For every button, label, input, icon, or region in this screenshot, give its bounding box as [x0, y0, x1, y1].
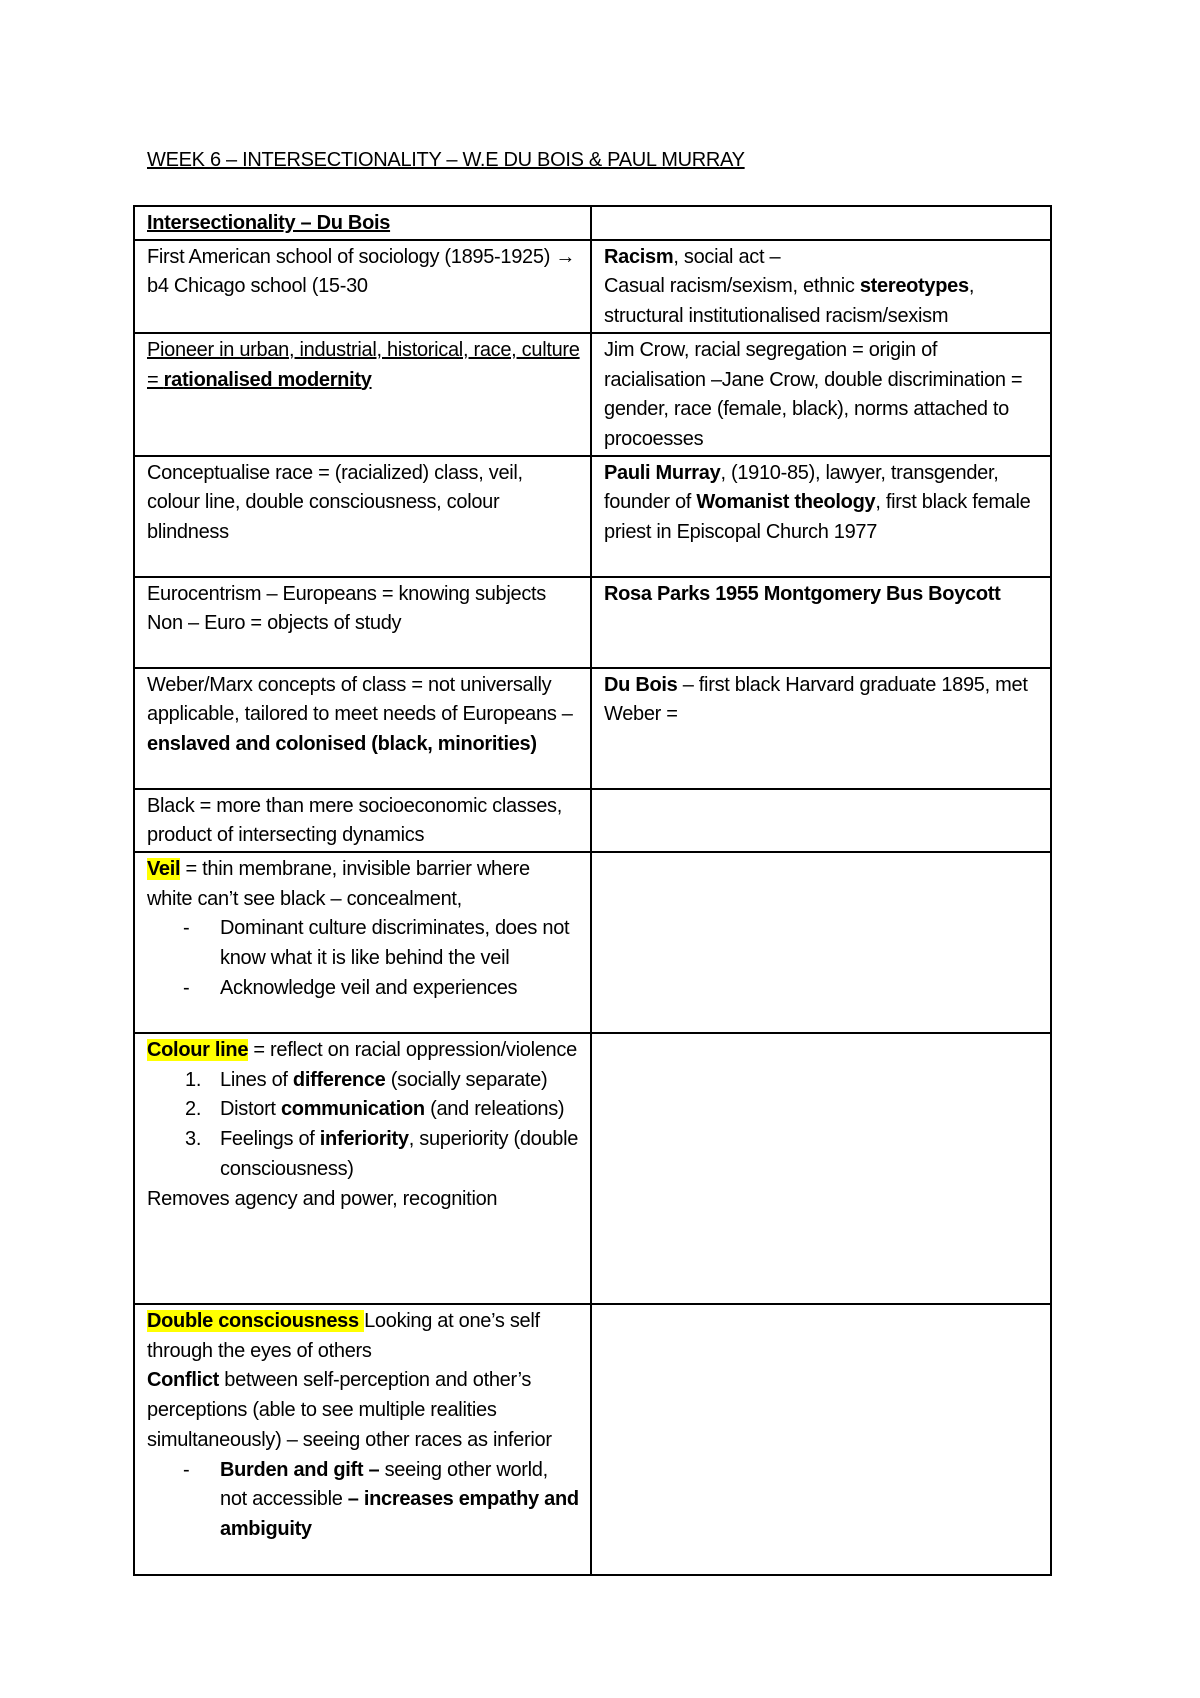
- table-cell-left: [134, 206, 591, 240]
- list-item-text: seeing other world, not accessible: [220, 1458, 548, 1511]
- table-cell-right: [591, 1304, 1051, 1575]
- table-cell-right: [591, 668, 1051, 789]
- list-item-text: , superiority (double consciousness): [220, 1128, 579, 1180]
- bold-term: Rosa Parks 1955 Montgomery Bus Boycott: [604, 582, 1001, 605]
- list-item-text: Lines of: [220, 1068, 293, 1091]
- table-row: [134, 456, 1051, 577]
- cell-text: Removes agency and power, recognition: [147, 1187, 498, 1210]
- cell-text: ,: [968, 275, 975, 298]
- cell-text: First American school of sociology (1895-1925): [147, 245, 556, 268]
- list-item-text: Distort: [220, 1098, 281, 1121]
- table-cell-left: [134, 668, 591, 789]
- table-cell-left: [134, 456, 591, 577]
- highlighted-term: Veil: [147, 858, 181, 881]
- table-cell-right: [591, 789, 1051, 852]
- bold-term: Womanist theology: [696, 491, 876, 514]
- list-number: 2.: [185, 1098, 202, 1121]
- list-item: [147, 974, 580, 1004]
- highlighted-term: Double consciousness: [147, 1310, 365, 1333]
- table-row: [134, 668, 1051, 789]
- right-arrow-icon: →: [555, 245, 576, 268]
- list-number: 3.: [185, 1128, 202, 1151]
- list-item: [147, 1456, 580, 1545]
- cell-text: structural institutionalised racism/sexism: [604, 305, 949, 328]
- table-cell-right: [591, 1033, 1051, 1304]
- cell-text: , first black female priest in Episcopal Church 1977: [604, 491, 1031, 544]
- cell-text: – first black Harvard graduate 1895, met Weber =: [604, 673, 1028, 726]
- underlined-text: Pioneer in urban, industrial, historical, race, culture =: [147, 338, 580, 391]
- bold-term: inferiority: [319, 1128, 409, 1151]
- bold-term: Burden and gift –: [220, 1458, 380, 1481]
- table-cell-right: [591, 206, 1051, 240]
- table-cell-right: [591, 852, 1051, 1033]
- cell-text: between self-perception and other’s perceptions (able to see multiple realities simultaneously) – seeing other races as inferior: [147, 1369, 552, 1451]
- cell-text: Weber/Marx concepts of class = not universally applicable, tailored to meet needs of Europeans –: [147, 673, 573, 726]
- cell-text: Black = more than mere socioeconomic classes, product of intersecting dynamics: [147, 794, 563, 847]
- table-cell-left: [134, 1033, 591, 1304]
- list-item: [147, 1125, 580, 1184]
- table-cell-left: [134, 240, 591, 333]
- table-row: [134, 577, 1051, 668]
- numbered-list: [147, 1066, 580, 1185]
- bold-term: Du Bois: [604, 673, 678, 696]
- bold-term: stereotypes: [859, 275, 969, 298]
- table-cell-left: [134, 577, 591, 668]
- cell-text: = thin membrane, invisible barrier where white can’t see black – concealment,: [147, 858, 530, 910]
- table-row: [134, 240, 1051, 333]
- cell-text: Looking at one’s self through the eyes of others: [147, 1310, 540, 1362]
- dash-bullet-icon: -: [183, 976, 190, 999]
- bold-term: – increases empathy and ambiguity: [220, 1488, 579, 1540]
- cell-text: = reflect on racial oppression/violence: [248, 1039, 577, 1062]
- table-row: [134, 1033, 1051, 1304]
- table-row: [134, 206, 1051, 240]
- table-cell-right: [591, 333, 1051, 456]
- bold-term: Conflict: [147, 1369, 220, 1392]
- cell-text: Non – Euro = objects of study: [147, 612, 402, 635]
- table-row: [134, 333, 1051, 456]
- section-heading: Intersectionality – Du Bois: [147, 212, 391, 234]
- dash-bullet-icon: -: [183, 917, 190, 940]
- table-cell-left: [134, 789, 591, 852]
- bold-term: difference: [292, 1068, 386, 1091]
- dash-bullet-icon: -: [183, 1458, 190, 1481]
- list-item-text: Acknowledge veil and experiences: [220, 976, 518, 999]
- cell-text: Eurocentrism – Europeans = knowing subjects: [147, 582, 546, 605]
- cell-text: , (1910-85), lawyer, transgender, founder of: [604, 461, 999, 514]
- table-row: [134, 852, 1051, 1033]
- cell-text: b4 Chicago school (15-30: [147, 275, 368, 298]
- list-item-text: (socially separate): [385, 1068, 548, 1091]
- bold-term: Racism: [604, 245, 674, 268]
- list-item-text: Feelings of: [220, 1128, 320, 1151]
- cell-text: Conceptualise race = (racialized) class, veil, colour line, double consciousness, colour blindness: [147, 461, 523, 544]
- table-cell-right: [591, 240, 1051, 333]
- bold-term: enslaved and colonised (black, minorities): [147, 733, 537, 756]
- list-item-text: Dominant culture discriminates, does not know what it is like behind the veil: [220, 917, 570, 970]
- cell-text: Casual racism/sexism, ethnic: [604, 275, 860, 298]
- list-number: 1.: [185, 1068, 202, 1091]
- list-item-text: (and releations): [424, 1098, 565, 1121]
- bold-term: Pauli Murray: [604, 461, 721, 484]
- table-cell-left: [134, 852, 591, 1033]
- table-cell-left: [134, 333, 591, 456]
- table-row: [134, 789, 1051, 852]
- page-title: WEEK 6 – INTERSECTIONALITY – W.E DU BOIS & PAUL MURRAY: [147, 149, 745, 171]
- table-cell-right: [591, 577, 1051, 668]
- bold-term: communication: [280, 1098, 425, 1121]
- table-cell-right: [591, 456, 1051, 577]
- list-item: [147, 1066, 580, 1096]
- table-row: [134, 1304, 1051, 1575]
- list-item: [147, 1095, 580, 1125]
- cell-text: , social act –: [673, 245, 781, 268]
- highlighted-term: Colour line: [147, 1039, 249, 1062]
- list-item: [147, 914, 580, 973]
- notes-table: [133, 205, 1052, 1576]
- cell-text: Jim Crow, racial segregation = origin of racialisation –Jane Crow, double discrimination = gender, race (female, black), norms attached to procoesses: [604, 338, 1023, 450]
- bullet-list: [147, 914, 580, 1003]
- table-cell-left: [134, 1304, 591, 1575]
- bullet-list: [147, 1456, 580, 1545]
- bold-underlined-term: rationalised modernity: [163, 368, 372, 391]
